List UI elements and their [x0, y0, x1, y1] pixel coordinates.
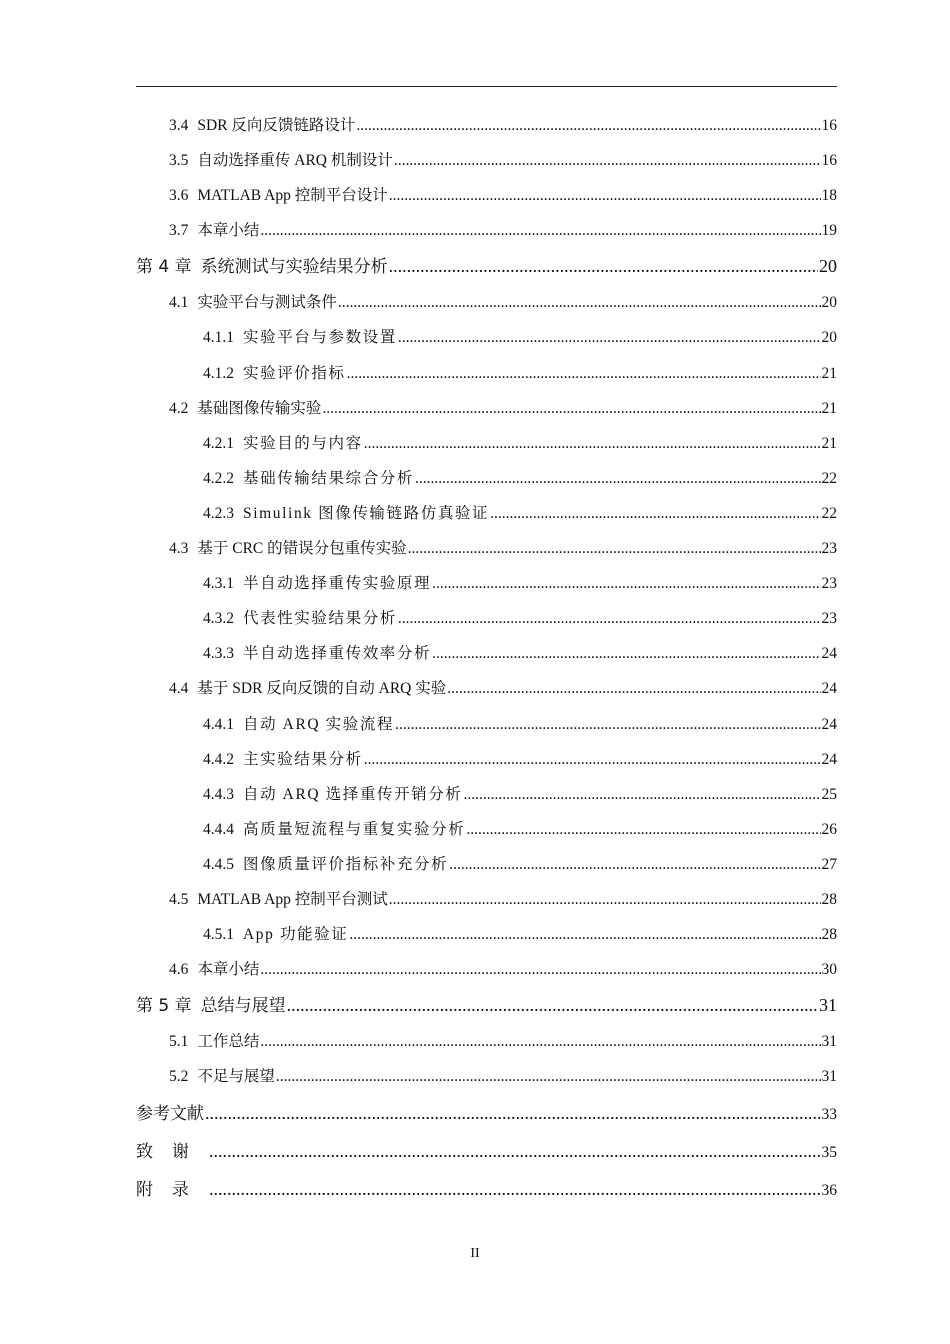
toc-entry[interactable]: [136, 320, 837, 355]
toc-dot-leader: [209, 1170, 821, 1208]
toc-entry-label: [136, 496, 489, 531]
toc-entry-label: [136, 531, 407, 566]
toc-entry-label: [136, 777, 462, 812]
toc-dot-leader: [209, 1132, 821, 1170]
toc-dot-leader: [463, 777, 820, 812]
toc-entry-page: 31: [821, 1068, 837, 1086]
toc-entry-title: 致谢: [136, 1142, 208, 1163]
toc-entry[interactable]: [136, 707, 837, 742]
toc-entry-page: 23: [821, 575, 837, 593]
toc-entry[interactable]: [136, 531, 837, 566]
toc-entry-page: 31: [819, 995, 837, 1016]
toc-dot-leader: [276, 1059, 821, 1094]
toc-entry-label: [136, 882, 388, 917]
toc-dot-leader: [432, 566, 820, 601]
toc-entry[interactable]: [136, 285, 837, 320]
toc-dot-leader: [395, 707, 820, 742]
toc-dot-leader: [260, 952, 820, 987]
toc-entry-label: [136, 566, 431, 601]
toc-entry[interactable]: [136, 601, 837, 636]
toc-entry[interactable]: [136, 108, 837, 143]
toc-entry-title: 半自动选择重传实验原理: [243, 575, 432, 593]
toc-entry[interactable]: [136, 1094, 837, 1132]
toc-entry-label: [136, 707, 394, 742]
toc-entry-title: 不足与展望: [197, 1068, 275, 1086]
toc-dot-leader: [389, 248, 818, 285]
toc-entry-label: [136, 847, 448, 882]
toc-entry-page: 30: [821, 961, 837, 979]
toc-entry-title: 图像质量评价指标补充分析: [243, 855, 449, 873]
toc-entry-page: 23: [821, 610, 837, 628]
toc-entry-page: 36: [821, 1182, 837, 1200]
toc-entry-number: 4.5: [169, 890, 189, 908]
toc-dot-leader: [349, 917, 820, 952]
toc-entry[interactable]: [136, 987, 837, 1024]
toc-entry-number: 4.3.3: [203, 645, 234, 663]
toc-entry-number: 4.1: [169, 294, 189, 312]
toc-dot-leader: [205, 1094, 821, 1132]
toc-entry-label: [136, 952, 259, 987]
toc-entry-page: 21: [821, 434, 837, 452]
toc-entry-title: 基于 SDR 反向反馈的自动 ARQ 实验: [197, 680, 447, 698]
toc-dot-leader: [389, 178, 821, 213]
toc-dot-leader: [449, 847, 820, 882]
toc-entry-page: 20: [821, 294, 837, 312]
toc-entry-title: 基础图像传输实验: [197, 399, 322, 417]
toc-entry-page: 33: [821, 1106, 837, 1124]
toc-entry-number: 4.4.2: [203, 750, 234, 768]
toc-entry[interactable]: [136, 496, 837, 531]
toc-entry[interactable]: [136, 143, 837, 178]
toc-entry-number: 4.4.5: [203, 855, 234, 873]
toc-entry-title: 实验平台与参数设置: [243, 329, 397, 347]
toc-dot-leader: [415, 461, 820, 496]
toc-entry[interactable]: [136, 248, 837, 285]
toc-entry-page: 24: [821, 680, 837, 698]
toc-entry[interactable]: [136, 461, 837, 496]
toc-entry-label: [136, 143, 393, 178]
toc-entry-label: [136, 178, 388, 213]
toc-entry-title: 自动 ARQ 选择重传开销分析: [243, 785, 463, 803]
toc-entry-page: 35: [821, 1144, 837, 1162]
toc-entry-number: 第 4 章: [136, 257, 192, 278]
toc-entry[interactable]: [136, 426, 837, 461]
toc-entry[interactable]: [136, 777, 837, 812]
toc-entry-number: 4.4.4: [203, 820, 234, 838]
toc-entry[interactable]: [136, 1132, 837, 1170]
toc-entry-title: 系统测试与实验结果分析: [200, 257, 388, 278]
toc-entry-title: 实验目的与内容: [243, 434, 363, 452]
toc-entry[interactable]: [136, 742, 837, 777]
toc-entry-page: 16: [821, 152, 837, 170]
toc-dot-leader: [356, 108, 820, 143]
toc-entry-number: 4.1.2: [203, 364, 234, 382]
toc-dot-leader: [490, 496, 820, 531]
toc-entry-label: [136, 1059, 275, 1094]
toc-entry-number: 4.1.1: [203, 329, 234, 347]
toc-entry-title: SDR 反向反馈链路设计: [197, 117, 356, 134]
toc-dot-leader: [338, 285, 821, 320]
toc-entry-title: MATLAB App 控制平台设计: [197, 187, 388, 205]
toc-entry-label: [136, 742, 363, 777]
toc-entry-page: 16: [821, 117, 837, 134]
toc-dot-leader: [466, 812, 820, 847]
toc-entry-number: 4.2.3: [203, 504, 234, 522]
toc-entry[interactable]: [136, 566, 837, 601]
toc-dot-leader: [260, 1024, 820, 1059]
toc-entry-page: 19: [821, 222, 837, 240]
toc-dot-leader: [447, 671, 820, 706]
toc-entry-title: 实验评价指标: [243, 364, 346, 382]
toc-entry-label: [136, 1133, 208, 1171]
toc-entry-label: [136, 213, 259, 248]
toc-entry[interactable]: [136, 917, 837, 952]
toc-entry-label: [136, 391, 321, 426]
toc-entry-title: 实验平台与测试条件: [197, 294, 337, 312]
toc-entry-page: 28: [821, 926, 837, 944]
toc-entry-number: 3.6: [169, 187, 189, 205]
toc-entry-label: [136, 249, 388, 286]
toc-entry-page: 20: [819, 256, 837, 277]
toc-dot-leader: [432, 636, 820, 671]
toc-entry-page: 18: [821, 187, 837, 205]
toc-entry-number: 4.2.2: [203, 469, 234, 487]
toc-entry-page: 28: [821, 890, 837, 908]
toc-entry-page: 21: [821, 399, 837, 417]
toc-entry-label: [136, 285, 337, 320]
toc-dot-leader: [364, 426, 821, 461]
toc-entry-number: 4.3.1: [203, 575, 234, 593]
toc-entry-page: 21: [821, 364, 837, 382]
header-rule: [136, 86, 837, 87]
toc-entry-title: MATLAB App 控制平台测试: [197, 890, 388, 908]
toc-entry-label: [136, 988, 286, 1025]
toc-entry-page: 23: [821, 540, 837, 558]
toc-entry-label: [136, 1095, 204, 1133]
page-number: II: [470, 1246, 480, 1261]
toc-entry-title: 总结与展望: [200, 996, 286, 1017]
toc-entry-title: App 功能验证: [243, 926, 349, 944]
table-of-contents: [136, 108, 837, 1208]
toc-entry-number: 4.5.1: [203, 926, 234, 944]
toc-entry-title: 自动选择重传 ARQ 机制设计: [197, 152, 393, 170]
toc-entry-number: 4.6: [169, 961, 189, 979]
toc-entry-label: [136, 426, 363, 461]
toc-entry-page: 26: [821, 820, 837, 838]
toc-entry-number: 4.4.3: [203, 785, 234, 803]
toc-entry[interactable]: [136, 952, 837, 987]
toc-entry-page: 20: [821, 329, 837, 347]
toc-entry-title: 工作总结: [197, 1033, 260, 1051]
toc-entry-label: [136, 671, 446, 706]
toc-entry[interactable]: [136, 356, 837, 391]
toc-entry-title: Simulink 图像传输链路仿真验证: [243, 504, 490, 522]
toc-entry-title: 自动 ARQ 实验流程: [243, 715, 395, 733]
toc-dot-leader: [260, 213, 820, 248]
toc-entry-page: 27: [821, 855, 837, 873]
toc-entry[interactable]: [136, 636, 837, 671]
toc-entry-title: 附录: [136, 1180, 208, 1201]
toc-entry-page: 31: [821, 1033, 837, 1051]
toc-entry[interactable]: [136, 1170, 837, 1208]
toc-entry-page: 25: [821, 785, 837, 803]
toc-dot-leader: [287, 987, 818, 1024]
toc-entry-number: 3.7: [169, 222, 189, 240]
toc-entry-number: 4.2: [169, 399, 189, 417]
toc-entry-label: [136, 108, 355, 143]
toc-entry-page: 22: [821, 504, 837, 522]
toc-dot-leader: [408, 531, 821, 566]
toc-entry-title: 本章小结: [197, 222, 260, 240]
toc-dot-leader: [347, 356, 821, 391]
toc-entry-label: [136, 636, 431, 671]
toc-dot-leader: [389, 882, 821, 917]
toc-entry[interactable]: [136, 847, 837, 882]
toc-entry-number: 4.3.2: [203, 610, 234, 628]
toc-entry-title: 参考文献: [136, 1104, 204, 1125]
toc-entry-number: 4.2.1: [203, 434, 234, 452]
toc-entry-page: 24: [821, 715, 837, 733]
toc-dot-leader: [364, 742, 821, 777]
toc-entry-title: 代表性实验结果分析: [243, 610, 397, 628]
toc-entry-title: 基础传输结果综合分析: [243, 469, 415, 487]
toc-entry-label: [136, 1024, 259, 1059]
toc-entry-label: [136, 320, 397, 355]
toc-entry-title: 半自动选择重传效率分析: [243, 645, 432, 663]
toc-entry-label: [136, 356, 346, 391]
toc-entry-label: [136, 601, 397, 636]
toc-dot-leader: [322, 391, 820, 426]
toc-entry-label: [136, 812, 465, 847]
toc-entry-title: 高质量短流程与重复实验分析: [243, 820, 466, 838]
toc-entry[interactable]: [136, 671, 837, 706]
toc-dot-leader: [398, 601, 821, 636]
toc-entry-number: 5.1: [169, 1033, 189, 1051]
toc-entry[interactable]: [136, 391, 837, 426]
toc-entry-label: [136, 917, 348, 952]
toc-entry-page: 24: [821, 645, 837, 663]
toc-entry[interactable]: [136, 1059, 837, 1094]
toc-entry-number: 5.2: [169, 1068, 189, 1086]
toc-entry-number: 3.5: [169, 152, 189, 170]
toc-entry[interactable]: [136, 1024, 837, 1059]
toc-dot-leader: [398, 320, 821, 355]
toc-entry[interactable]: [136, 178, 837, 213]
toc-entry-title: 基于 CRC 的错误分包重传实验: [197, 540, 407, 558]
toc-entry[interactable]: [136, 812, 837, 847]
toc-entry-number: 第 5 章: [136, 996, 192, 1017]
toc-entry-page: 22: [821, 469, 837, 487]
toc-entry-number: 4.3: [169, 540, 189, 558]
toc-entry-number: 3.4: [169, 117, 189, 134]
toc-entry-number: 4.4: [169, 680, 189, 698]
toc-dot-leader: [394, 143, 821, 178]
toc-entry-title: 主实验结果分析: [243, 750, 363, 768]
toc-entry[interactable]: [136, 882, 837, 917]
toc-entry-title: 本章小结: [197, 961, 260, 979]
toc-entry-number: 4.4.1: [203, 715, 234, 733]
toc-entry-page: 24: [821, 750, 837, 768]
toc-entry-label: [136, 1171, 208, 1209]
toc-entry[interactable]: [136, 213, 837, 248]
toc-entry-label: [136, 461, 414, 496]
